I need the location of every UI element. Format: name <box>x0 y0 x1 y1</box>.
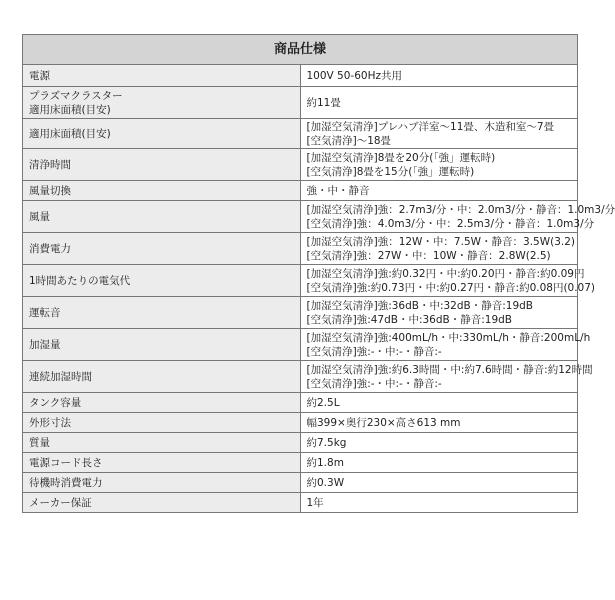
spec-label-line: 外形寸法 <box>29 416 71 429</box>
spec-value <box>300 87 578 119</box>
spec-value <box>300 361 593 393</box>
spec-value <box>300 119 578 149</box>
spec-row <box>23 119 578 149</box>
spec-label <box>23 65 301 87</box>
spec-table <box>22 34 615 513</box>
spec-label-line: 電源 <box>29 69 50 82</box>
spec-label-line: 質量 <box>29 436 50 449</box>
spec-label <box>23 87 301 119</box>
spec-value-line: 約2.5L <box>306 396 340 409</box>
spec-value <box>300 65 578 87</box>
spec-value <box>300 393 578 413</box>
spec-row <box>23 413 578 433</box>
spec-row <box>23 233 578 265</box>
spec-label <box>23 233 301 265</box>
spec-row <box>23 433 578 453</box>
spec-row <box>23 393 578 413</box>
spec-value-line: [空気清浄]強：27W・中：10W・静音：2.8W(2.5) <box>306 249 551 262</box>
spec-label <box>23 297 301 329</box>
spec-value-line: [加湿空気清浄]プレハブ洋室～11畳、木造和室～7畳 <box>306 120 555 133</box>
spec-label-line: 消費電力 <box>29 242 71 255</box>
spec-value <box>300 265 596 297</box>
spec-value-line: [加湿空気清浄]8畳を20分(「強」運転時) <box>306 151 496 164</box>
spec-row <box>23 149 578 181</box>
spec-value <box>300 473 578 493</box>
spec-value-line: [空気清浄]強:-・中:-・静音:- <box>306 377 442 390</box>
spec-value-line: 幅399×奥行230×高さ613 mm <box>306 416 461 429</box>
spec-table-container <box>22 34 615 513</box>
spec-value-line: 強・中・静音 <box>306 184 370 197</box>
spec-table-header-row <box>23 35 578 65</box>
spec-label <box>23 473 301 493</box>
spec-label <box>23 149 301 181</box>
spec-row <box>23 473 578 493</box>
spec-label <box>23 493 301 513</box>
spec-label-line: プラズマクラスター <box>29 89 123 102</box>
spec-value-line: [空気清浄]強:47dB・中:36dB・静音:19dB <box>306 313 512 326</box>
spec-row <box>23 65 578 87</box>
spec-label-line: 清浄時間 <box>29 158 71 171</box>
spec-row <box>23 453 578 473</box>
spec-label <box>23 181 301 201</box>
spec-value-line: [空気清浄]強:約0.73円・中:約0.27円・静音:約0.08円(0.07) <box>306 281 596 294</box>
spec-label <box>23 119 301 149</box>
spec-label <box>23 393 301 413</box>
spec-value <box>300 413 578 433</box>
spec-value-line: [加湿空気清浄]強:36dB・中:32dB・静音:19dB <box>306 299 533 312</box>
spec-label <box>23 361 301 393</box>
spec-row <box>23 493 578 513</box>
spec-label <box>23 329 301 361</box>
spec-row <box>23 87 578 119</box>
spec-label <box>23 413 301 433</box>
spec-value-line: [加湿空気清浄]強:400mL/h・中:330mL/h・静音:200mL/h <box>306 331 591 344</box>
spec-label <box>23 265 301 297</box>
spec-row <box>23 201 578 233</box>
spec-label <box>23 433 301 453</box>
spec-value <box>300 329 591 361</box>
spec-value-line: [空気清浄]～18畳 <box>306 134 392 147</box>
spec-value <box>300 297 578 329</box>
spec-value-line: [空気清浄]8畳を15分(「強」運転時) <box>306 165 475 178</box>
spec-table-title: 商品仕様 <box>23 35 578 65</box>
spec-label-line: 加湿量 <box>29 338 61 351</box>
spec-value-line: [加湿空気清浄]強：12W・中：7.5W・静音：3.5W(3.2) <box>306 235 575 248</box>
spec-value <box>300 149 578 181</box>
spec-row <box>23 297 578 329</box>
spec-row <box>23 181 578 201</box>
spec-label <box>23 201 301 233</box>
spec-value-line: 約7.5kg <box>306 436 347 449</box>
spec-label <box>23 453 301 473</box>
spec-value-line: 約11畳 <box>306 96 341 109</box>
spec-value-line: 約0.3W <box>306 476 345 489</box>
spec-label-line: 適用床面積(目安) <box>29 127 111 140</box>
spec-value <box>300 201 615 233</box>
spec-value-line: [加湿空気清浄]強:約0.32円・中:約0.20円・静音:約0.09円 <box>306 267 585 280</box>
spec-table-body <box>23 65 615 513</box>
spec-value <box>300 181 578 201</box>
spec-value-line: [空気清浄]強:-・中:-・静音:- <box>306 345 442 358</box>
spec-label-line: 適用床面積(目安) <box>29 103 111 116</box>
spec-row <box>23 329 578 361</box>
spec-label-line: 風量 <box>29 210 50 223</box>
spec-label-line: タンク容量 <box>29 396 82 409</box>
spec-label-line: 1時間あたりの電気代 <box>29 274 131 287</box>
spec-value <box>300 453 578 473</box>
spec-label-line: 連続加湿時間 <box>29 370 92 383</box>
spec-label-line: 風量切換 <box>29 184 71 197</box>
spec-label-line: メーカー保証 <box>29 496 92 509</box>
spec-row <box>23 265 578 297</box>
spec-value <box>300 433 578 453</box>
spec-value <box>300 233 578 265</box>
spec-value-line: 100V 50-60Hz共用 <box>306 69 402 82</box>
spec-value-line: [加湿空気清浄]強：2.7m3/分・中：2.0m3/分・静音：1.0m3/分 <box>306 203 615 216</box>
spec-value <box>300 493 578 513</box>
spec-value-line: [加湿空気清浄]強:約6.3時間・中:約7.6時間・静音:約12時間 <box>306 363 593 376</box>
spec-value-line: 約1.8m <box>306 456 344 469</box>
spec-value-line: [空気清浄]強：4.0m3/分・中：2.5m3/分・静音：1.0m3/分 <box>306 217 595 230</box>
spec-label-line: 待機時消費電力 <box>29 476 103 489</box>
spec-value-line: 1年 <box>306 496 324 509</box>
spec-row <box>23 361 578 393</box>
spec-label-line: 電源コード長さ <box>29 456 103 469</box>
spec-label-line: 運転音 <box>29 306 61 319</box>
